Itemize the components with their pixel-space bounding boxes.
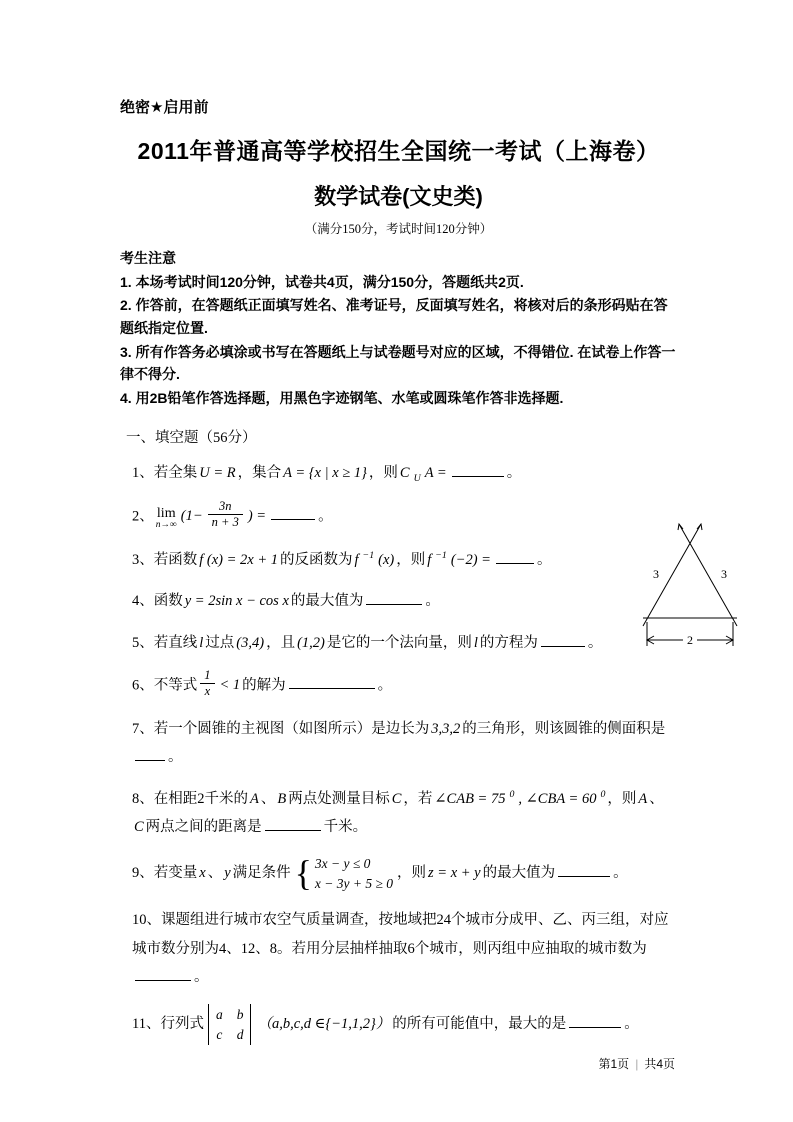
cases-row: 3x − y ≤ 0 bbox=[314, 856, 371, 872]
question-text: 。 bbox=[587, 634, 603, 651]
math-expression: (1,2) bbox=[297, 634, 325, 651]
math-expression: (3,4) bbox=[236, 634, 265, 651]
answer-blank bbox=[541, 632, 585, 647]
cases-row: x − 3y + 5 ≥ 0 bbox=[314, 875, 394, 891]
math-expression: x bbox=[199, 865, 206, 882]
question-text: 两点之间的距离是 bbox=[145, 818, 262, 835]
question-text: 的最大值为 bbox=[290, 593, 364, 610]
question bbox=[132, 715, 677, 772]
question-text: 4、函数 bbox=[132, 593, 183, 610]
determinant bbox=[208, 1004, 252, 1045]
determinant-bar bbox=[250, 1004, 251, 1045]
math-expression: A bbox=[638, 790, 648, 807]
math-expression: ) = bbox=[247, 508, 267, 525]
answer-blank bbox=[265, 816, 321, 831]
answer-blank bbox=[496, 550, 534, 565]
question bbox=[132, 667, 677, 702]
question-text: 3、若函数 bbox=[132, 552, 198, 569]
question-text: ，则 bbox=[368, 464, 398, 481]
question-text: 6、不等式 bbox=[132, 677, 198, 694]
question-text: 。 bbox=[318, 508, 333, 525]
classified-label: 绝密★启用前 bbox=[120, 99, 209, 116]
math-expression: 3,3,2 bbox=[431, 721, 461, 738]
question-text: 。 bbox=[168, 749, 183, 766]
determinant-cell: d bbox=[236, 1026, 244, 1042]
question bbox=[132, 459, 677, 488]
question-text: 5、若直线 bbox=[132, 634, 198, 651]
math-expression: (1− bbox=[180, 508, 203, 525]
question-text: 的三角形，则该圆锥的侧面积是 bbox=[462, 721, 666, 738]
question-text: 的解为 bbox=[242, 677, 286, 694]
question-text: 。 bbox=[425, 593, 440, 610]
answer-blank bbox=[558, 863, 610, 878]
math-expression: < 1 bbox=[219, 677, 241, 694]
fraction bbox=[200, 668, 214, 700]
math-expression: f bbox=[427, 552, 432, 569]
triangle-right-side bbox=[679, 524, 737, 626]
answer-blank bbox=[271, 506, 315, 521]
superscript: 0 bbox=[600, 788, 606, 800]
math-expression: f bbox=[354, 552, 359, 569]
cases-brace: { bbox=[294, 853, 312, 894]
math-expression: ∠CAB = 75 bbox=[434, 790, 506, 807]
question-text: ，则 bbox=[397, 865, 427, 882]
limit-subscript: n→∞ bbox=[155, 520, 177, 531]
question-text: 过点 bbox=[205, 634, 235, 651]
fraction-numerator: 1 bbox=[200, 668, 214, 685]
left-side-label: 3 bbox=[653, 567, 659, 581]
question-text: 千米。 bbox=[323, 818, 368, 835]
exam-subtitle: 数学试卷(文史类) bbox=[314, 184, 483, 209]
question bbox=[132, 1004, 677, 1045]
math-expression: U = R bbox=[199, 464, 236, 481]
determinant-cell: b bbox=[236, 1007, 244, 1023]
notice-item: 3. 所有作答务必填涂或书写在答题纸上与试卷题号对应的区域，不得错位. 在试卷上作答一律不得分. bbox=[120, 343, 676, 383]
math-expression: C bbox=[399, 464, 410, 481]
question-text: 、 bbox=[207, 865, 223, 882]
question-text: 、 bbox=[649, 790, 664, 807]
question-text: 的反函数为 bbox=[280, 552, 353, 569]
cases-rows bbox=[315, 854, 393, 893]
limit-operator bbox=[156, 507, 177, 532]
cone-front-view-figure bbox=[631, 520, 749, 658]
question bbox=[132, 785, 677, 842]
question-text: 8、在相距2千米的 bbox=[132, 790, 248, 807]
page-footer bbox=[599, 1055, 676, 1072]
page-number: 第1页 bbox=[598, 1057, 630, 1071]
question-text: 10、课题组进行城市农空气质量调查，按地域把24个城市分成甲、乙、丙三组，对应城市数分别为4、12、8。若用分层抽样抽取6个城市，则丙组中应抽取的城市数为 bbox=[132, 912, 669, 957]
question bbox=[132, 546, 677, 574]
candidate-notice bbox=[120, 247, 677, 410]
question-text: 11、行列式 bbox=[132, 1015, 204, 1032]
determinant-cell: c bbox=[216, 1026, 223, 1042]
fraction-denominator: n + 3 bbox=[211, 515, 239, 530]
question-text: 1、若全集 bbox=[132, 464, 198, 481]
question-text: 9、若变量 bbox=[132, 865, 198, 882]
question-text: 7、若一个圆锥的主视图（如图所示）是边长为 bbox=[132, 721, 430, 738]
math-expression: l bbox=[473, 634, 478, 651]
math-expression: （a,b,c,d ∈{−1,1,2}） bbox=[257, 1015, 391, 1032]
notice-item: 2. 作答前，在答题纸正面填写姓名、准考证号，反面填写姓名，将核对后的条形码贴在答题纸指定位置. bbox=[120, 297, 668, 337]
determinant-grid bbox=[209, 1004, 251, 1045]
question-text: 、 bbox=[260, 790, 276, 807]
exam-title: 2011年普通高等学校招生全国统一考试（上海卷） bbox=[137, 138, 660, 164]
right-side-label: 3 bbox=[721, 567, 727, 581]
question-text: ，则 bbox=[396, 552, 426, 569]
math-expression: B bbox=[277, 790, 287, 807]
section-title-fill-in-blanks: 一、填空题（56分） bbox=[126, 429, 257, 446]
question-text: 。 bbox=[377, 677, 393, 694]
answer-blank bbox=[569, 1013, 621, 1028]
superscript: −1 bbox=[362, 550, 375, 562]
question bbox=[132, 629, 677, 657]
limit-word: lim bbox=[156, 505, 176, 521]
question bbox=[132, 587, 677, 615]
answer-blank bbox=[452, 462, 504, 477]
footer-separator: | bbox=[635, 1057, 639, 1071]
superscript: −1 bbox=[435, 550, 447, 562]
question-text: ，且 bbox=[266, 634, 296, 651]
question bbox=[132, 854, 677, 893]
math-expression: y bbox=[224, 865, 231, 882]
fraction-denominator: x bbox=[204, 684, 211, 699]
question bbox=[132, 906, 677, 991]
determinant-cell: a bbox=[215, 1007, 223, 1023]
question-text: 两点处测量目标 bbox=[288, 790, 390, 807]
triangle-left-side bbox=[643, 524, 701, 626]
fraction-numerator: 3n bbox=[208, 499, 243, 516]
math-expression: , ∠CBA = 60 bbox=[518, 790, 597, 807]
math-expression: f (x) = 2x + 1 bbox=[199, 552, 279, 569]
notice-title: 考生注意 bbox=[120, 250, 176, 266]
answer-blank bbox=[135, 966, 191, 981]
cases-system bbox=[295, 854, 393, 893]
questions-list bbox=[120, 459, 677, 1045]
math-expression: A = bbox=[424, 464, 447, 481]
math-expression: C bbox=[134, 818, 144, 835]
question-text: 。 bbox=[194, 968, 209, 985]
answer-blank bbox=[366, 591, 422, 606]
math-expression: z = x + y bbox=[428, 865, 481, 882]
question-text: 满足条件 bbox=[232, 865, 291, 882]
question-text: 。 bbox=[624, 1015, 639, 1032]
answer-blank bbox=[289, 675, 375, 690]
question-text: 。 bbox=[536, 552, 552, 569]
math-expression: y = 2sin x − cos x bbox=[184, 593, 289, 610]
question-text: 的所有可能值中，最大的是 bbox=[392, 1015, 567, 1032]
notice-item: 1. 本场考试时间120分钟，试卷共4页，满分150分，答题纸共2页. bbox=[120, 273, 524, 290]
math-expression: (x) bbox=[378, 552, 395, 569]
math-expression: l bbox=[199, 634, 204, 651]
question-text: 2、 bbox=[132, 508, 154, 525]
question-text: 的最大值为 bbox=[482, 865, 556, 882]
question-text: ，若 bbox=[403, 790, 433, 807]
question bbox=[132, 498, 677, 533]
question-text: ，则 bbox=[607, 790, 637, 807]
question-text: 是它的一个法向量，则 bbox=[326, 634, 472, 651]
question-text: 的方程为 bbox=[479, 634, 538, 651]
math-expression: C bbox=[391, 790, 402, 807]
question-text: 。 bbox=[506, 464, 522, 481]
math-expression: A bbox=[250, 790, 259, 807]
math-expression: (−2) = bbox=[450, 552, 491, 569]
base-length-label: 2 bbox=[687, 633, 693, 647]
superscript: 0 bbox=[509, 788, 515, 800]
exam-score-time-note: （满分150分，考试时间120分钟） bbox=[304, 222, 493, 236]
notice-item: 4. 用2B铅笔作答选择题，用黑色字迹钢笔、水笔或圆珠笔作答非选择题. bbox=[120, 390, 564, 407]
answer-blank bbox=[135, 747, 165, 762]
math-expression: A = {x | x ≥ 1} bbox=[283, 464, 367, 481]
subscript: U bbox=[413, 472, 421, 484]
fraction bbox=[208, 499, 243, 531]
question-text: ，集合 bbox=[237, 464, 282, 481]
page-total: 共4页 bbox=[644, 1057, 675, 1071]
question-text: 。 bbox=[613, 865, 628, 882]
